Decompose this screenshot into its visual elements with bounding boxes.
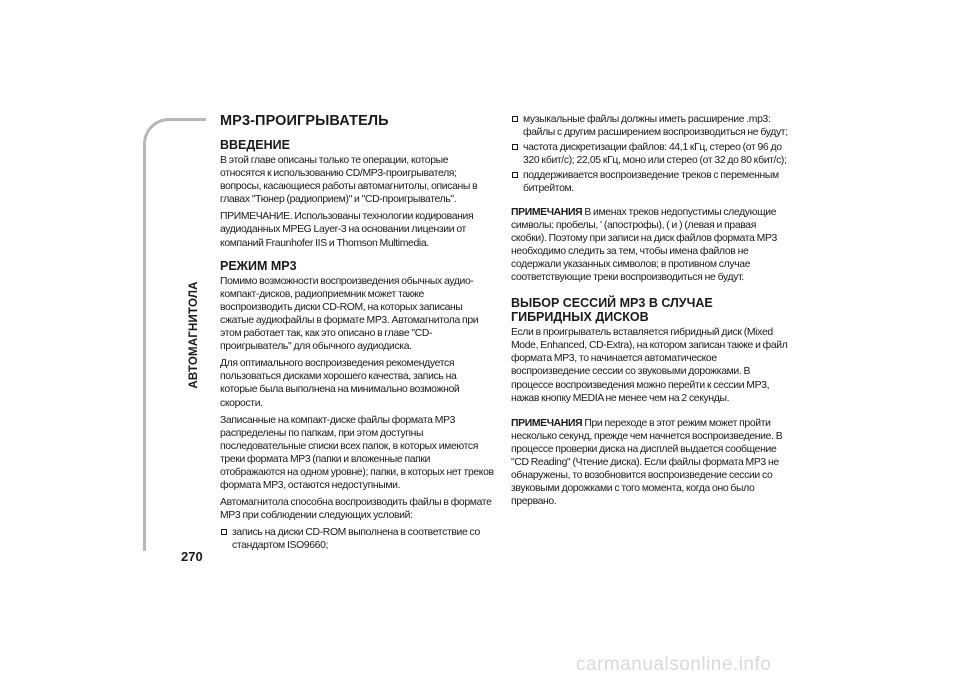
list-item	[511, 141, 789, 167]
intro-note-paragraph: ПРИМЕЧАНИЕ. Использованы технологии кодирования аудиоданных MPEG Layer-3 на основании лицензии от компаний Fraunhofer IIS и Thomson Multimedia.	[220, 211, 474, 249]
right-column	[511, 113, 789, 512]
list-item	[511, 113, 789, 139]
watermark: carmanualsonline.info	[576, 654, 772, 675]
note-paragraph	[511, 206, 789, 285]
checkbox-bullet-icon	[512, 144, 518, 150]
list-item-text: поддерживается воспроизведение треков с переменным битрейтом.	[523, 170, 779, 195]
mp3-mode-paragraph: Автомагнитола способна воспроизводить файлы в формате MP3 при соблюдении следующих условий:	[220, 497, 492, 522]
left-column	[220, 113, 495, 555]
hybrid-discs-heading: ВЫБОР СЕССИЙ MP3 В СЛУЧАЕ ГИБРИДНЫХ ДИСКОВ	[511, 296, 713, 325]
intro-paragraph: В этой главе описаны только те операции, которые относятся к использованию CD/MP3-проигрывателя; вопросы, касающиеся работы автомагнитолы, описаны в главах "Тюнер (радиоприем)" и "CD-проигрыватель".	[220, 155, 478, 206]
mp3-mode-heading: РЕЖИМ MP3	[220, 258, 297, 273]
mp3-mode-paragraph: Для оптимального воспроизведения рекомендуется пользоваться дисками хорошего качества, запись на которые была выполнена на минимально возможной скорости.	[220, 358, 460, 409]
checkbox-bullet-icon	[512, 172, 518, 178]
mp3-mode-paragraph: Записанные на компакт-диске файлы формата MP3 распределены по папкам, при этом доступны последовательные списки всех папок, в которых имеются треки формата MP3 (папки и вложенные папки отображаются на одном уровне); папки, в которых нет треков формата MP3, остаются недоступными.	[220, 414, 494, 492]
hybrid-discs-paragraph: Если в проигрыватель вставляется гибридный диск (Mixed Mode, Enhanced, CD-Extra), на котором записан также и файл формата MP3, то начинается автоматическое воспроизведение сессии со звуковыми дорожками. В процессе воспроизведения можно перейти к сессии MP3, нажав кнопку MEDIA не менее чем на 2 секунды.	[511, 327, 788, 404]
list-item-text: запись на диски CD-ROM выполнена в соответствие со стандартом ISO9660;	[232, 527, 480, 552]
page-number: 270	[181, 549, 203, 564]
checkbox-bullet-icon	[512, 116, 518, 122]
list-item-text: частота дискретизации файлов: 44,1 кГц, стерео (от 96 до 320 кбит/с); 22,05 кГц, моно или стерео (от 32 до 80 кбит/с);	[523, 142, 787, 167]
note-text: В именах треков недопустимы следующие символы: пробелы, ' (апострофы), ( и ) (левая и правая скобки). Поэтому при записи на диск файлов формата MP3 необходимо следить за тем, чтобы имена файлов не содержали указанных символов; в противном случае соответствующие треки воспроизводиться не будут.	[511, 206, 777, 284]
intro-heading: ВВЕДЕНИЕ	[220, 138, 290, 152]
side-section-title: АВТОМАГНИТОЛА	[188, 281, 200, 389]
note-label: ПРИМЕЧАНИЯ	[511, 206, 583, 218]
page-title: MP3-ПРОИГРЫВАТЕЛЬ	[220, 113, 389, 129]
note-paragraph	[511, 417, 789, 509]
note-label: ПРИМЕЧАНИЯ	[511, 417, 583, 429]
list-item	[511, 169, 789, 195]
mp3-mode-paragraph: Помимо возможности воспроизведения обычных аудио-компакт-дисков, радиоприемник может также воспроизводить диски CD-ROM, на которых записаны сжатые аудиофайлы в формате MP3. Автомагнитола при этом работает так, как это описано в главе "CD-проигрыватель" для обычного аудиодиска.	[220, 275, 479, 353]
checkbox-bullet-icon	[221, 529, 227, 535]
note-text: При переходе в этот режим может пройти несколько секунд, прежде чем начнется воспроизведение. В процессе проверки диска на дисплей выдается сообщение "CD Reading" (Чтение диска). Если файлы формата MP3 не обнаружены, то возобновится воспроизведение сессии со звуковыми дорожками с того момента, когда оно было прервано.	[511, 417, 783, 508]
list-item-text: музыкальные файлы должны иметь расширение .mp3: файлы с другим расширением воспроизводиться не будут;	[523, 114, 788, 139]
list-item	[220, 526, 495, 552]
